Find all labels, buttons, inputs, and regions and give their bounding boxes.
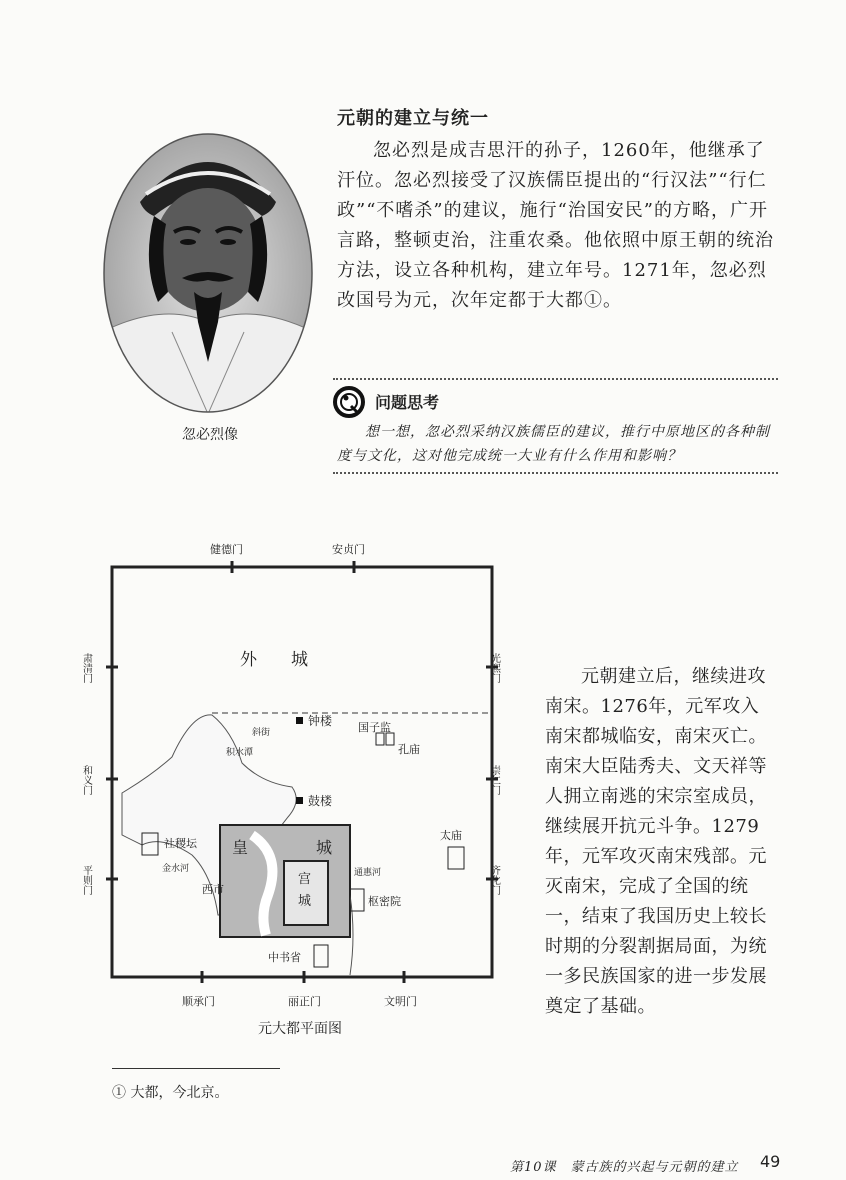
- label-imperial-city-1: 皇: [232, 838, 249, 857]
- footer-lesson-title: 第10课 蒙古族的兴起与元朝的建立: [510, 1160, 739, 1175]
- portrait-caption: 忽必烈像: [182, 427, 238, 443]
- question-title: 问题思考: [375, 393, 440, 412]
- secretariat-marker: [314, 945, 328, 967]
- label-bell-tower: 钟楼: [308, 714, 333, 728]
- kublai-khan-portrait: [102, 132, 314, 414]
- gate-suqing: 肃清门: [80, 653, 92, 683]
- page-number: 49: [760, 1152, 781, 1171]
- label-jishuitan: 积水潭: [226, 748, 254, 758]
- label-west-market: 西市: [202, 883, 224, 896]
- gate-guangxi: 光熙门: [488, 653, 500, 683]
- intro-text: [337, 136, 777, 316]
- label-xiejie: 斜街: [252, 728, 271, 738]
- label-privy-council: 枢密院: [368, 895, 401, 908]
- label-outer-city: 外 城: [240, 650, 308, 670]
- dadu-city-map: [80, 535, 502, 1015]
- gate-qihua: 齐化门: [488, 865, 500, 895]
- label-taimiao: 太庙: [440, 829, 462, 842]
- confucius-temple-marker: [386, 733, 394, 745]
- gate-jiande: 健德门: [210, 543, 243, 556]
- gate-lizheng: 丽正门: [288, 995, 321, 1008]
- question-bottom-divider: [333, 472, 778, 474]
- question-body: 想一想，忽必烈采纳汉族儒臣的建议，推行中原地区的各种制度与文化，这对他完成统一大业有什么作用和影响？: [337, 424, 770, 464]
- label-palace-city-1: 宫: [298, 872, 312, 887]
- question-top-divider: [333, 378, 778, 380]
- taimiao-marker: [448, 847, 464, 869]
- intro-paragraph: 忽必烈是成吉思汗的孙子，1260年，他继承了汗位。忽必烈接受了汉族儒臣提出的“行汉法”“行仁政”“不嗜杀”的建议，施行“治国安民”的方略，广开言路，整顿吏治，注重农桑。他依照中原王朝的统治方法，设立各种机构，建立年号。1271年，忽必烈改国号为元，次年定都于大都①。: [337, 140, 774, 311]
- gate-chongren: 崇仁门: [488, 765, 500, 795]
- gate-shuncheng: 顺承门: [182, 995, 215, 1008]
- footnote-rule: [112, 1068, 280, 1069]
- gate-wenming: 文明门: [384, 995, 417, 1008]
- bell-tower-marker: [296, 717, 303, 724]
- side-paragraph: 元朝建立后，继续进攻南宋。1276年，元军攻入南宋都城临安，南宋灭亡。南宋大臣陆秀夫、文天祥等人拥立南逃的宋宗室成员，继续展开抗元斗争。1279年，元军攻灭南宋残部。元灭南宋，完成了全国的统一，结束了我国历史上较长时期的分裂割据局面，为统一多民族国家的进一步发展奠定了基础。: [545, 666, 767, 1017]
- question-box: [333, 378, 778, 474]
- label-imperial-city-2: 城: [316, 838, 333, 857]
- question-mark-icon: [333, 386, 365, 418]
- section-title: 元朝的建立与统一: [337, 108, 489, 129]
- label-drum-tower: 鼓楼: [308, 794, 333, 808]
- gate-heyi: 和义门: [80, 765, 92, 795]
- map-caption: 元大都平面图: [258, 1021, 342, 1037]
- gate-anzhen: 安贞门: [332, 543, 365, 556]
- label-jinshui-river: 金水河: [162, 864, 190, 874]
- label-guozijian: 国子监: [358, 721, 391, 734]
- drum-tower-marker: [296, 797, 303, 804]
- palace-city: [284, 861, 328, 925]
- guozijian-marker: [376, 733, 384, 745]
- label-sheji-altar: 社稷坛: [164, 837, 197, 850]
- label-confucius-temple: 孔庙: [398, 743, 420, 756]
- footnote: ① 大都，今北京。: [112, 1085, 229, 1101]
- label-palace-city-2: 城: [298, 894, 312, 909]
- gate-pingze: 平则门: [80, 865, 92, 895]
- label-secretariat: 中书省: [268, 951, 301, 964]
- label-tonghui-river: 通惠河: [354, 868, 382, 878]
